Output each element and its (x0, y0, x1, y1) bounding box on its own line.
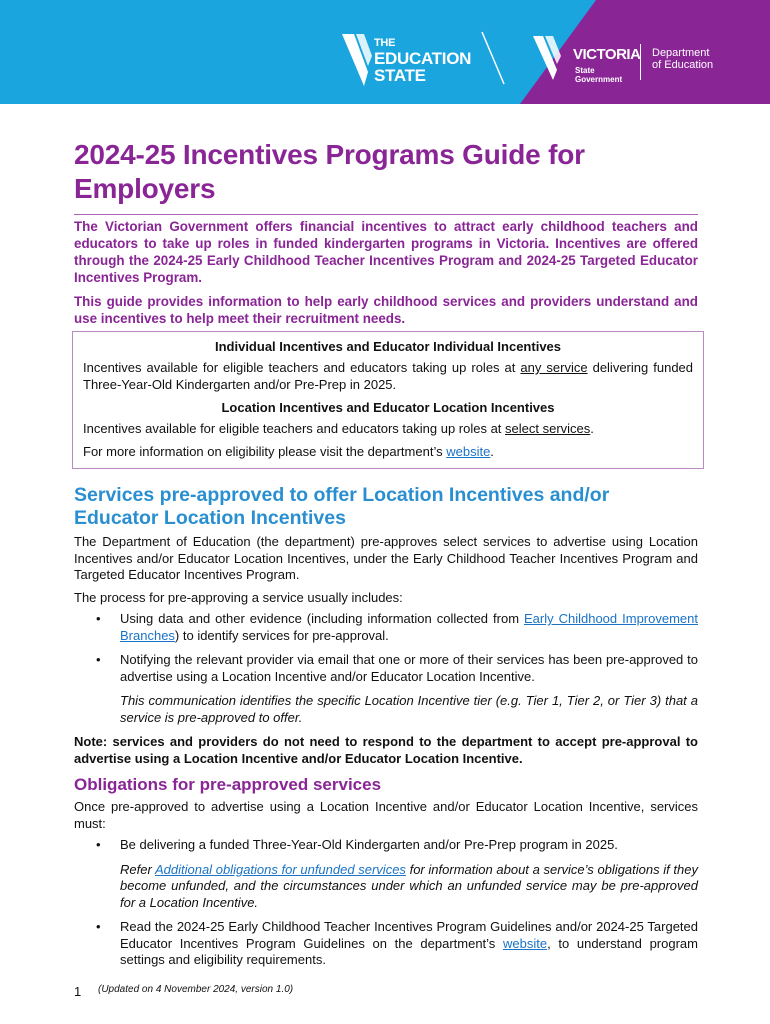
bullet-icon: • (96, 837, 101, 852)
list-item (74, 919, 698, 969)
obligation1-text: Be delivering a funded Three-Year-Old Kindergarten and/or Pre-Prep program in 2025. (120, 837, 618, 852)
obligation2-text: Read the 2024-25 Early Childhood Teacher Incentives Program Guidelines and/or 2024-25 Targeted Educator Incentives Program Guidelines on the department’s (120, 919, 698, 951)
bullet1-text-end: ) to identify services for pre-approval. (174, 627, 389, 643)
section-heading-preapproved: Services pre-approved to offer Location Incentives and/or Educator Location Incentives (74, 484, 610, 529)
obligation2-text-end: , to understand program settings and eligibility requirements. (120, 935, 698, 967)
additional-obligations-link[interactable]: Additional obligations for unfunded services (154, 861, 406, 877)
box-paragraph-location (83, 421, 693, 438)
header-banner (0, 0, 770, 104)
department-label (652, 47, 713, 71)
es-line1: THE (374, 37, 396, 49)
obligation1-italic-note (120, 862, 698, 912)
obligations-list (74, 837, 698, 969)
page-number: 1 (74, 984, 82, 999)
education-state-wordmark (374, 36, 471, 84)
box-paragraph-eligibility (83, 444, 693, 461)
intro-paragraph-1: The Victorian Government offers financial incentives to attract early childhood teachers and educators to take up roles in funded kindergarten programs in Victoria. Incentives are offered through the 2024-25 Early Childhood Teacher Incentives Program and 2024-25 Targeted Educator Incentives Program. (74, 219, 698, 285)
document-body (74, 138, 698, 977)
es-line2: EDUCATION (374, 49, 472, 68)
ec-improvement-branches-link[interactable]: Early Childhood Improvement Branches (120, 611, 698, 643)
box-p1-text-end: delivering funded Three-Year-Old Kindergarten and/or Pre-Prep in 2025. (83, 360, 694, 392)
website-link-2[interactable]: website (502, 935, 548, 951)
victoria-government-logo (533, 36, 643, 86)
bullet2-text: Notifying the relevant provider via email that one or more of their services has been pre-approved to advertise using a Location Incentive and/or Educator Location Incentive. (120, 652, 698, 684)
box-p2-text: Incentives available for eligible teachers and educators taking up roles at (83, 421, 506, 436)
website-link[interactable]: website (446, 443, 491, 459)
obligation1-note-text-end: for information about a service’s obligations if they become unfunded, and the circumstances under which an unfunded service may be pre-approved for a Location Incentive. (120, 861, 698, 910)
bullet2-italic-note: This communication identifies the specific Location Incentive tier (e.g. Tier 1, Tier 2, or Tier 3) that a service is pre-approved to offer. (120, 693, 698, 725)
list-item (74, 652, 698, 726)
box-heading-individual: Individual Incentives and Educator Individual Incentives (214, 339, 562, 354)
government-label: Government (575, 75, 623, 84)
obligation1-note-text: Refer (120, 861, 155, 877)
section-heading-obligations: Obligations for pre-approved services (74, 775, 382, 794)
education-state-slash-icon (478, 30, 508, 86)
bullet-icon: • (96, 611, 101, 626)
box-p1-underline: any service (520, 360, 588, 375)
victoria-wordmark: VICTORIA (573, 46, 641, 63)
list-item (74, 837, 698, 911)
es-line3: STATE (374, 66, 426, 85)
box-p1-text: Incentives available for eligible teachers and educators taking up roles at (83, 360, 521, 375)
section2-paragraph-1: Once pre-approved to advertise using a Location Incentive and/or Educator Location Incentive, services must: (74, 799, 698, 831)
box-heading-location: Location Incentives and Educator Location Incentives (221, 400, 555, 415)
intro-paragraph-2: This guide provides information to help early childhood services and providers understand and use incentives to help meet their recruitment needs. (74, 294, 698, 326)
state-label: State (575, 66, 595, 75)
title-rule (74, 214, 698, 215)
updated-note: (Updated on 4 November 2024, version 1.0) (98, 984, 294, 995)
bullet-icon: • (96, 652, 101, 667)
box-p2-text-end: . (590, 421, 594, 436)
note-paragraph: Note: services and providers do not need to respond to the department to accept pre-approval to advertise using a Location Incentive and/or Educator Location Incentive. (74, 734, 698, 766)
bullet-icon: • (96, 919, 101, 934)
victoria-v-icon (533, 36, 577, 80)
box-p3-text: For more information on eligibility please visit the department’s (83, 443, 447, 459)
logo-divider (640, 44, 641, 80)
incentives-summary-box (72, 331, 704, 469)
page-title: 2024-25 Incentives Programs Guide for Employers (74, 139, 585, 204)
box-paragraph-individual (83, 360, 693, 393)
department-line1: Department (652, 47, 710, 59)
section1-paragraph-1: The Department of Education (the department) pre-approves select services to advertise using Location Incentives and/or Educator Location Incentives, under the Early Childhood Teacher Incentives Program and Targeted Educator Incentives Program. (74, 534, 698, 582)
section1-paragraph-2: The process for pre-approving a service usually includes: (74, 589, 403, 605)
list-item (74, 611, 698, 644)
bullet1-text: Using data and other evidence (including information collected from (120, 611, 524, 626)
department-line2: of Education (652, 59, 714, 71)
box-p3-text-end: . (490, 443, 494, 459)
box-p2-underline: select services (505, 421, 591, 436)
preapproval-process-list (74, 611, 698, 726)
state-government-label (575, 66, 622, 84)
